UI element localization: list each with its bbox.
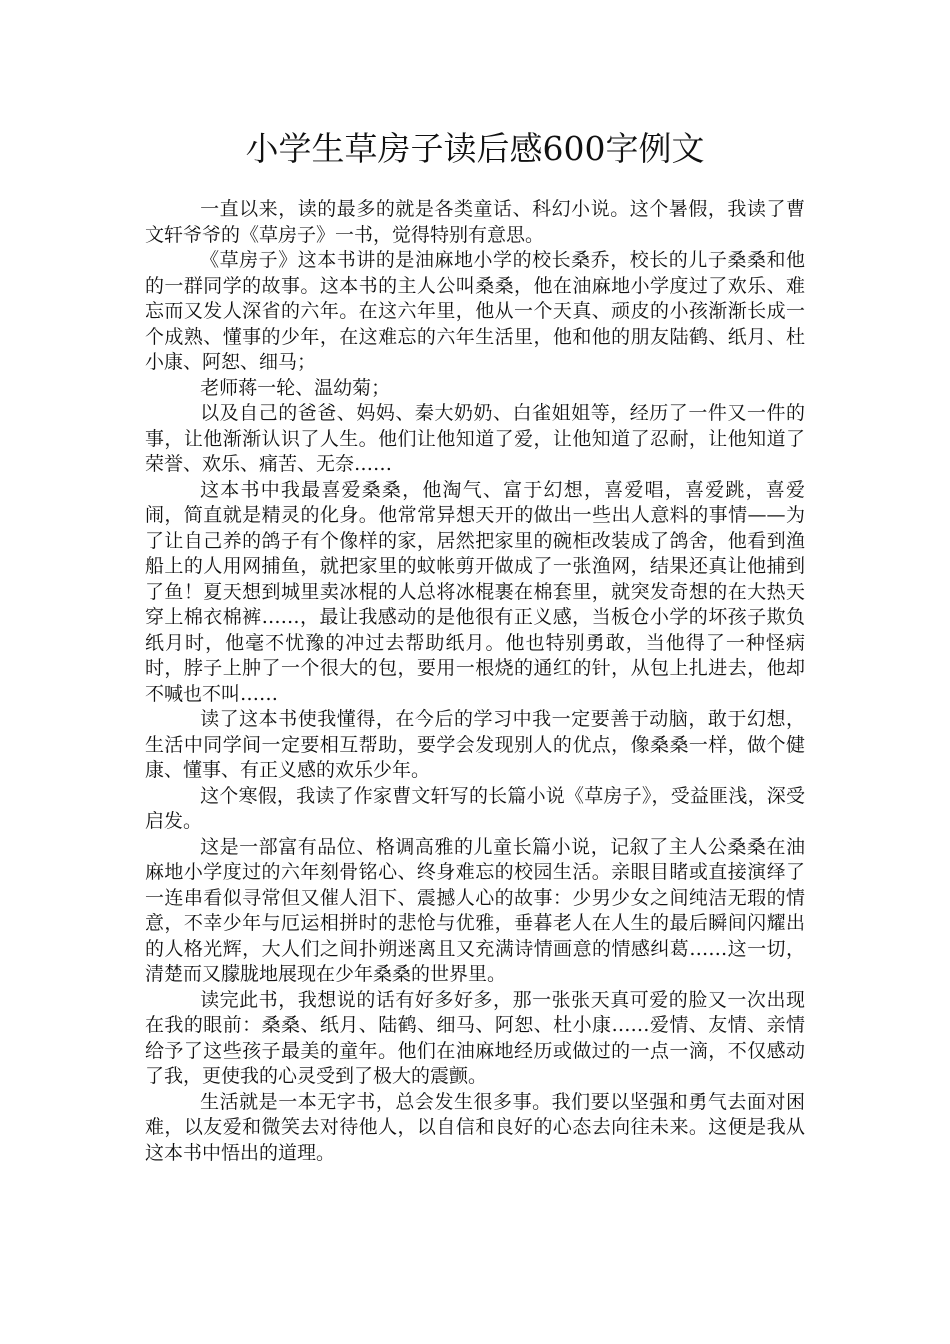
document-title: 小学生草房子读后感600字例文 <box>245 129 705 168</box>
paragraph: 《草房子》这本书讲的是油麻地小学的校长桑乔，校长的儿子桑桑和他的一群同学的故事。这本书的主人公叫桑桑，他在油麻地小学度过了欢乐、难忘而又发人深省的六年。在这六年里，他从一个天真、顽皮的小孩渐渐长成一个成熟、懂事的少年，在这难忘的六年生活里，他和他的朋友陆鹤、纸月、杜小康、阿恕、细马； <box>145 249 805 373</box>
paragraph: 以及自己的爸爸、妈妈、秦大奶奶、白雀姐姐等，经历了一件又一件的事，让他渐渐认识了人生。他们让他知道了爱，让他知道了忍耐，让他知道了荣誉、欢乐、痛苦、无奈…… <box>145 402 805 475</box>
paragraph: 读了这本书使我懂得，在今后的学习中我一定要善于动脑，敢于幻想，生活中同学间一定要相互帮助，要学会发现别人的优点，像桑桑一样，做个健康、懂事、有正义感的欢乐少年。 <box>145 708 805 781</box>
paragraph: 这个寒假，我读了作家曹文轩写的长篇小说《草房子》，受益匪浅，深受启发。 <box>145 784 805 832</box>
paragraph: 生活就是一本无字书，总会发生很多事。我们要以坚强和勇气去面对困难，以友爱和微笑去对待他人，以自信和良好的心态去向往未来。这便是我从这本书中悟出的道理。 <box>145 1090 805 1164</box>
document-body <box>145 197 805 1166</box>
paragraph: 读完此书，我想说的话有好多好多，那一张张天真可爱的脸又一次出现在我的眼前：桑桑、纸月、陆鹤、细马、阿恕、杜小康……爱情、友情、亲情给予了这些孩子最美的童年。他们在油麻地经历或做过的一点一滴，不仅感动了我，更使我的心灵受到了极大的震颤。 <box>145 988 805 1087</box>
paragraph: 老师蒋一轮、温幼菊； <box>200 376 391 399</box>
paragraph: 这本书中我最喜爱桑桑，他淘气、富于幻想，喜爱唱，喜爱跳，喜爱闹，简直就是精灵的化身。他常常异想天开的做出一些出人意料的事情——为了让自己养的鸽子有个像样的家，居然把家里的碗柜改装成了鸽舍，他看到渔船上的人用网捕鱼，就把家里的蚊帐剪开做成了一张渔网，结果还真让他捕到了鱼！夏天想到城里卖冰棍的人总将冰棍裹在棉套里，就突发奇想的在大热天穿上棉衣棉裤……，最让我感动的是他很有正义感，当板仓小学的坏孩子欺负纸月时，他毫不忧豫的冲过去帮助纸月。他也特别勇敢，当他得了一种怪病时，脖子上肿了一个很大的包，要用一根烧的通红的针，从包上扎进去，他却不喊也不叫…… <box>145 478 805 705</box>
paragraph: 一直以来，读的最多的就是各类童话、科幻小说。这个暑假，我读了曹文轩爷爷的《草房子》一书，觉得特别有意思。 <box>145 198 805 246</box>
paragraph: 这是一部富有品位、格调高雅的儿童长篇小说，记叙了主人公桑桑在油麻地小学度过的六年刻骨铭心、终身难忘的校园生活。亲眼目睹或直接演绎了一连串看似寻常但又催人泪下、震撼人心的故事：少男少女之间纯洁无瑕的情意，不幸少年与厄运相拼时的悲怆与优雅，垂暮老人在人生的最后瞬间闪耀出的人格光辉，大人们之间扑朔迷离且又充满诗情画意的情感纠葛……这一切，清楚而又朦胧地展现在少年桑桑的世界里。 <box>145 835 805 985</box>
